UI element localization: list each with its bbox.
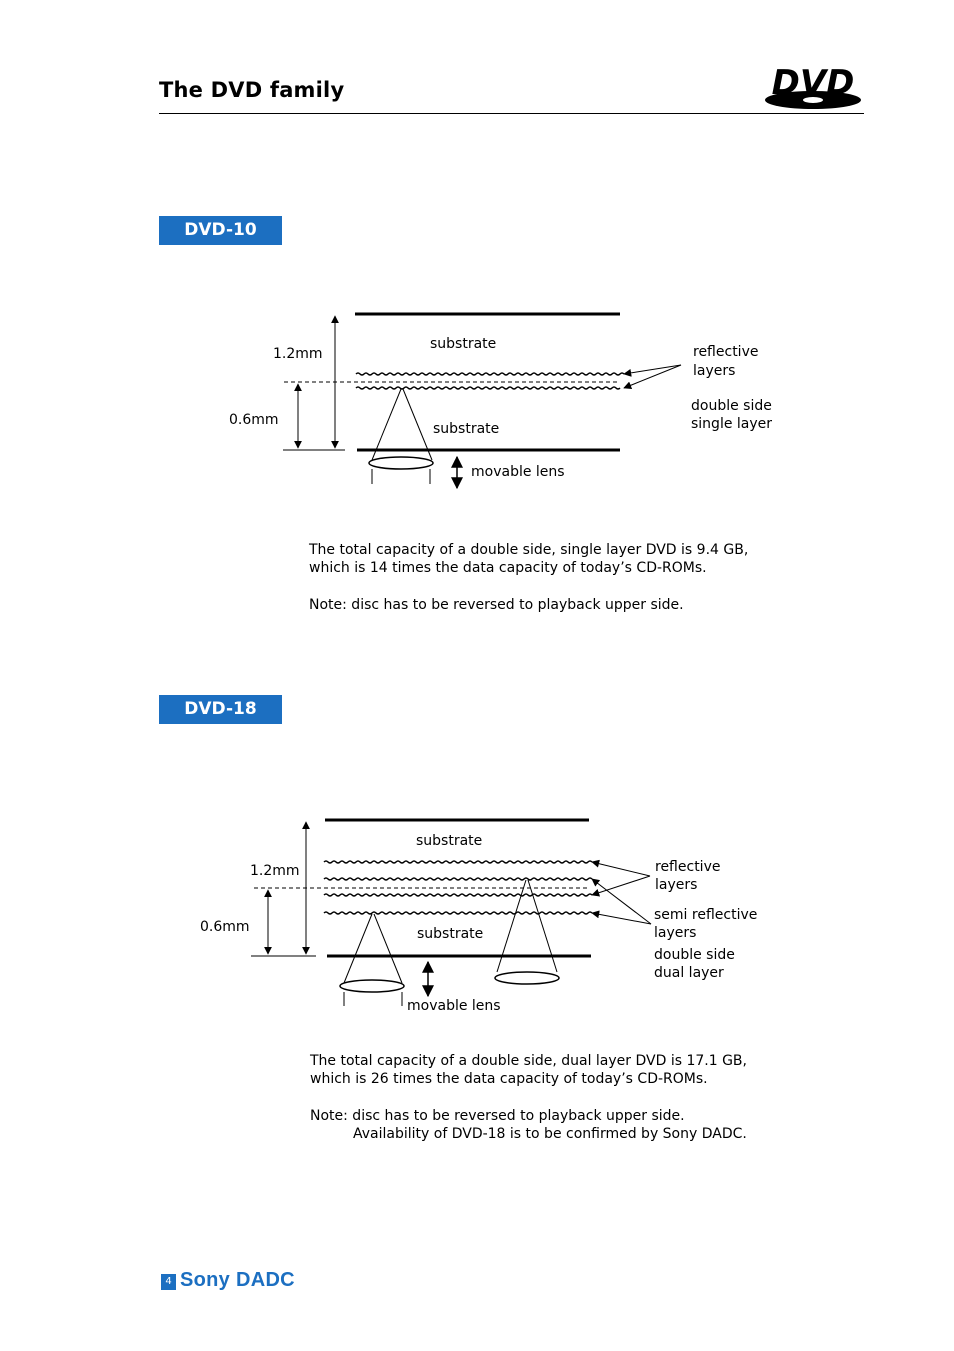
dvd-18-capacity-line-2: which is 26 times the data capacity of today’s CD-ROMs. <box>310 1071 708 1087</box>
substrate-bottom-label: substrate <box>433 421 500 437</box>
movable-lens-label: movable lens <box>471 464 565 480</box>
side-label-1: double side <box>654 947 735 963</box>
dim-half-label: 0.6mm <box>229 412 279 428</box>
reflective-layer <box>324 894 592 896</box>
lens-icon <box>340 980 404 992</box>
semi-reflective-layer <box>324 912 592 914</box>
reflective-layer <box>324 861 592 863</box>
reflective-label-1: reflective <box>693 344 759 360</box>
reflective-label-2: layers <box>655 877 698 893</box>
section-label-dvd-10: DVD-10 <box>159 216 282 245</box>
page-title: The DVD family <box>159 78 345 102</box>
reflective-label-1: reflective <box>655 859 721 875</box>
substrate-bottom-label: substrate <box>417 926 484 942</box>
semi-reflective-label-2: layers <box>654 925 697 941</box>
lens-icon <box>495 972 559 984</box>
side-label-2: dual layer <box>654 965 724 981</box>
dvd-logo-text: DVD <box>771 63 855 103</box>
semi-reflective-label-1: semi reflective <box>654 907 758 923</box>
dvd-18-capacity-line-1: The total capacity of a double side, dual layer DVD is 17.1 GB, <box>310 1053 747 1069</box>
reflective-label-2: layers <box>693 363 736 379</box>
dim-half-label: 0.6mm <box>200 919 250 935</box>
dvd-10-capacity-line-2: which is 14 times the data capacity of today’s CD-ROMs. <box>309 560 707 576</box>
movable-lens-label: movable lens <box>407 998 501 1014</box>
page-number: 4 <box>161 1274 176 1290</box>
section-label-dvd-18: DVD-18 <box>159 695 282 724</box>
dvd-18-note: Note: disc has to be reversed to playback upper side. <box>310 1108 685 1124</box>
dim-total-label: 1.2mm <box>250 863 300 879</box>
dim-total-label: 1.2mm <box>273 346 323 362</box>
dvd-10-note: Note: disc has to be reversed to playback upper side. <box>309 597 684 613</box>
side-label-2: single layer <box>691 416 773 432</box>
substrate-top-label: substrate <box>430 336 497 352</box>
side-label-1: double side <box>691 398 772 414</box>
substrate-top-label: substrate <box>416 833 483 849</box>
dvd-18-note-2: Availability of DVD-18 is to be confirmed by Sony DADC. <box>353 1126 747 1142</box>
semi-reflective-layer <box>324 878 592 880</box>
dvd-10-capacity-line-1: The total capacity of a double side, single layer DVD is 9.4 GB, <box>309 542 749 558</box>
brand-logo: Sony DADC <box>180 1269 295 1291</box>
